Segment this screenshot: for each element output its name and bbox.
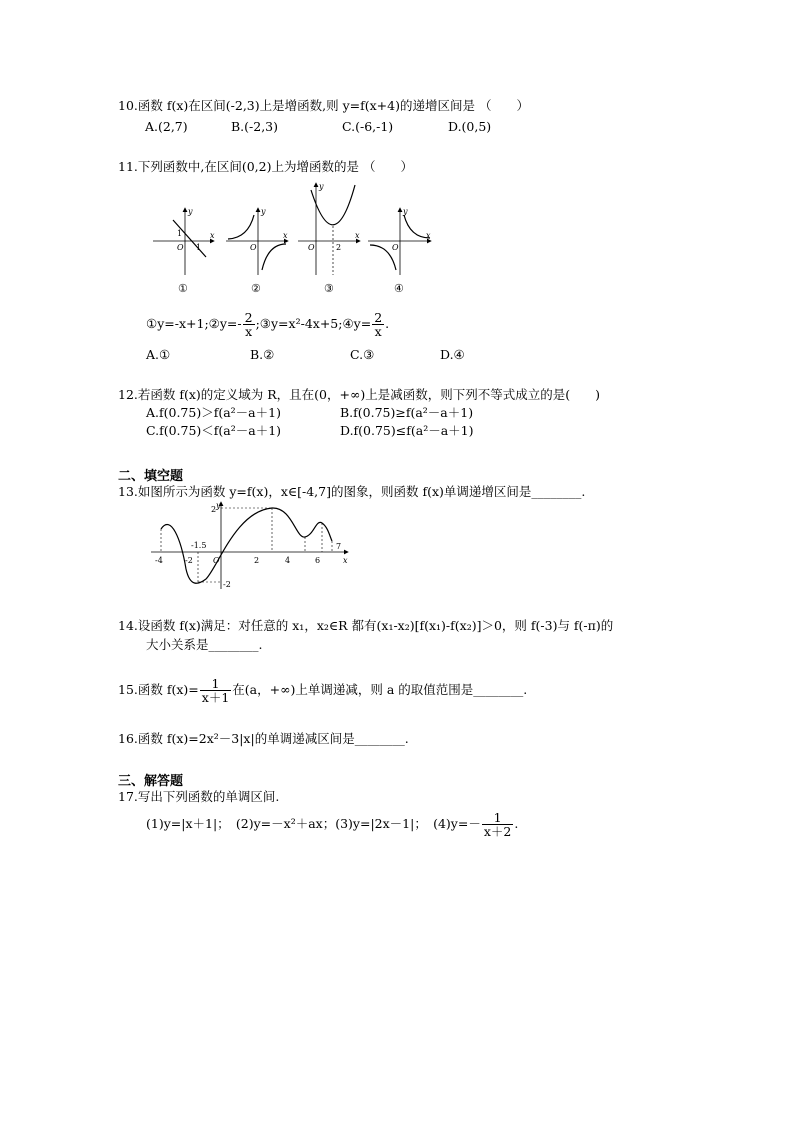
graph-2 <box>226 207 288 275</box>
g1-tick-1y: 1 <box>177 229 183 238</box>
g3-origin: O <box>308 243 315 252</box>
q12-option-a: A.f(0.75)＞f(a²－a＋1) <box>146 405 281 420</box>
q12-option-b: B.f(0.75)≥f(a²－a＋1) <box>340 405 474 420</box>
g1-tick-1x: 1 <box>196 243 202 252</box>
graph-label-4: ④ <box>394 282 404 295</box>
q12-option-c: C.f(0.75)＜f(a²－a＋1) <box>146 423 282 438</box>
q13-tick-yneg2: -2 <box>223 580 231 589</box>
q13-tick-2: 2 <box>254 556 260 565</box>
g1-x-label: x <box>210 231 215 240</box>
q13-label-neg15: -1.5 <box>191 541 207 550</box>
graph-label-2: ② <box>251 282 261 295</box>
section-fill-in: 二、填空题 <box>118 469 184 484</box>
q11-graphs <box>148 180 448 298</box>
question-16: 16.函数 f(x)=2x²－3|x|的单调递减区间是________. <box>118 731 409 746</box>
question-11: 11.下列函数中,在区间(0,2)上为增函数的是 （ ） <box>118 159 413 174</box>
q13-tick-4: 4 <box>285 556 291 565</box>
g3-tick-2: 2 <box>336 243 342 252</box>
g2-x-label: x <box>283 231 288 240</box>
q11-fraction-2: $\frac{2}{x}$ <box>244 310 253 339</box>
g3-x-label: x <box>355 231 360 240</box>
q15-prefix: 15.函数 f(x)= <box>118 682 199 697</box>
g4-y-label: y <box>403 207 408 216</box>
question-13: 13.如图所示为函数 y=f(x)，x∈[-4,7]的图象，则函数 f(x)单调递增区间是________. <box>118 484 586 499</box>
q11-option-b: B.② <box>250 347 275 362</box>
q13-origin: O <box>213 556 220 565</box>
q10-option-b: B.(-2,3) <box>231 119 279 134</box>
q10-option-c: C.(-6,-1) <box>342 119 394 134</box>
g2-origin: O <box>250 243 257 252</box>
q13-y-label: y <box>216 501 221 510</box>
g3-y-label: y <box>319 182 324 191</box>
q11-func-part3: . <box>385 316 390 331</box>
q11-func-part2: ;③y=x²-4x+5;④y= <box>255 316 372 331</box>
q17-end: . <box>514 816 519 831</box>
q11-func-part1: ①y=-x+1;②y=- <box>146 316 242 331</box>
g1-origin: O <box>177 243 184 252</box>
q11-option-a: A.① <box>146 347 171 362</box>
q13-tick-6: 6 <box>315 556 321 565</box>
g4-x-label: x <box>426 231 431 240</box>
graph-4 <box>368 207 431 275</box>
question-12: 12.若函数 f(x)的定义域为 R，且在(0，+∞)上是减函数，则下列不等式成立的是( ) <box>118 387 601 402</box>
q11-option-d: D.④ <box>440 347 465 362</box>
g4-origin: O <box>392 243 399 252</box>
q17-fraction: $\frac{1}{x+2}$ <box>483 810 512 839</box>
question-14-line2: 大小关系是________. <box>146 637 263 652</box>
question-10: 10.函数 f(x)在区间(-2,3)上是增函数,则 y=f(x+4)的递增区间是 （ ） <box>118 98 529 113</box>
q13-tick-neg2: -2 <box>185 556 193 565</box>
graph-label-3: ③ <box>324 282 334 295</box>
q11-option-c: C.③ <box>350 347 375 362</box>
q13-tick-7: 7 <box>336 542 342 551</box>
question-14-line1: 14.设函数 f(x)满足：对任意的 x₁，x₂∈R 都有(x₁-x₂)[f(x₁)-f(x₂)]＞0，则 f(-3)与 f(-π)的 <box>118 618 614 633</box>
q17-parts <box>146 810 518 838</box>
q10-option-d: D.(0,5) <box>448 119 492 134</box>
question-17: 17.写出下列函数的单调区间. <box>118 789 280 804</box>
q13-tick-y2: 2 <box>211 505 217 514</box>
graph-1 <box>153 207 215 275</box>
q10-option-a: A.(2,7) <box>145 119 188 134</box>
q17-parts-text: (1)y=|x＋1|； (2)y=－x²＋ax；(3)y=|2x－1|； (4)y=－ <box>146 816 481 831</box>
q15-suffix: 在(a，+∞)上单调递减，则 a 的取值范围是________. <box>232 682 528 697</box>
g2-y-label: y <box>261 207 266 216</box>
q13-tick-neg4: -4 <box>155 556 163 565</box>
q11-functions <box>146 310 389 338</box>
graph-3 <box>298 182 360 275</box>
q13-graph <box>146 499 356 591</box>
q15-fraction: $\frac{1}{x+1}$ <box>201 676 230 705</box>
q12-option-d: D.f(0.75)≤f(a²－a＋1) <box>340 423 474 438</box>
g1-y-label: y <box>188 207 193 216</box>
section-solve: 三、解答题 <box>118 774 184 789</box>
question-15 <box>118 676 527 704</box>
graph-label-1: ① <box>178 282 188 295</box>
q11-fraction-4: $\frac{2}{x}$ <box>374 310 383 339</box>
q13-x-label: x <box>343 556 348 565</box>
